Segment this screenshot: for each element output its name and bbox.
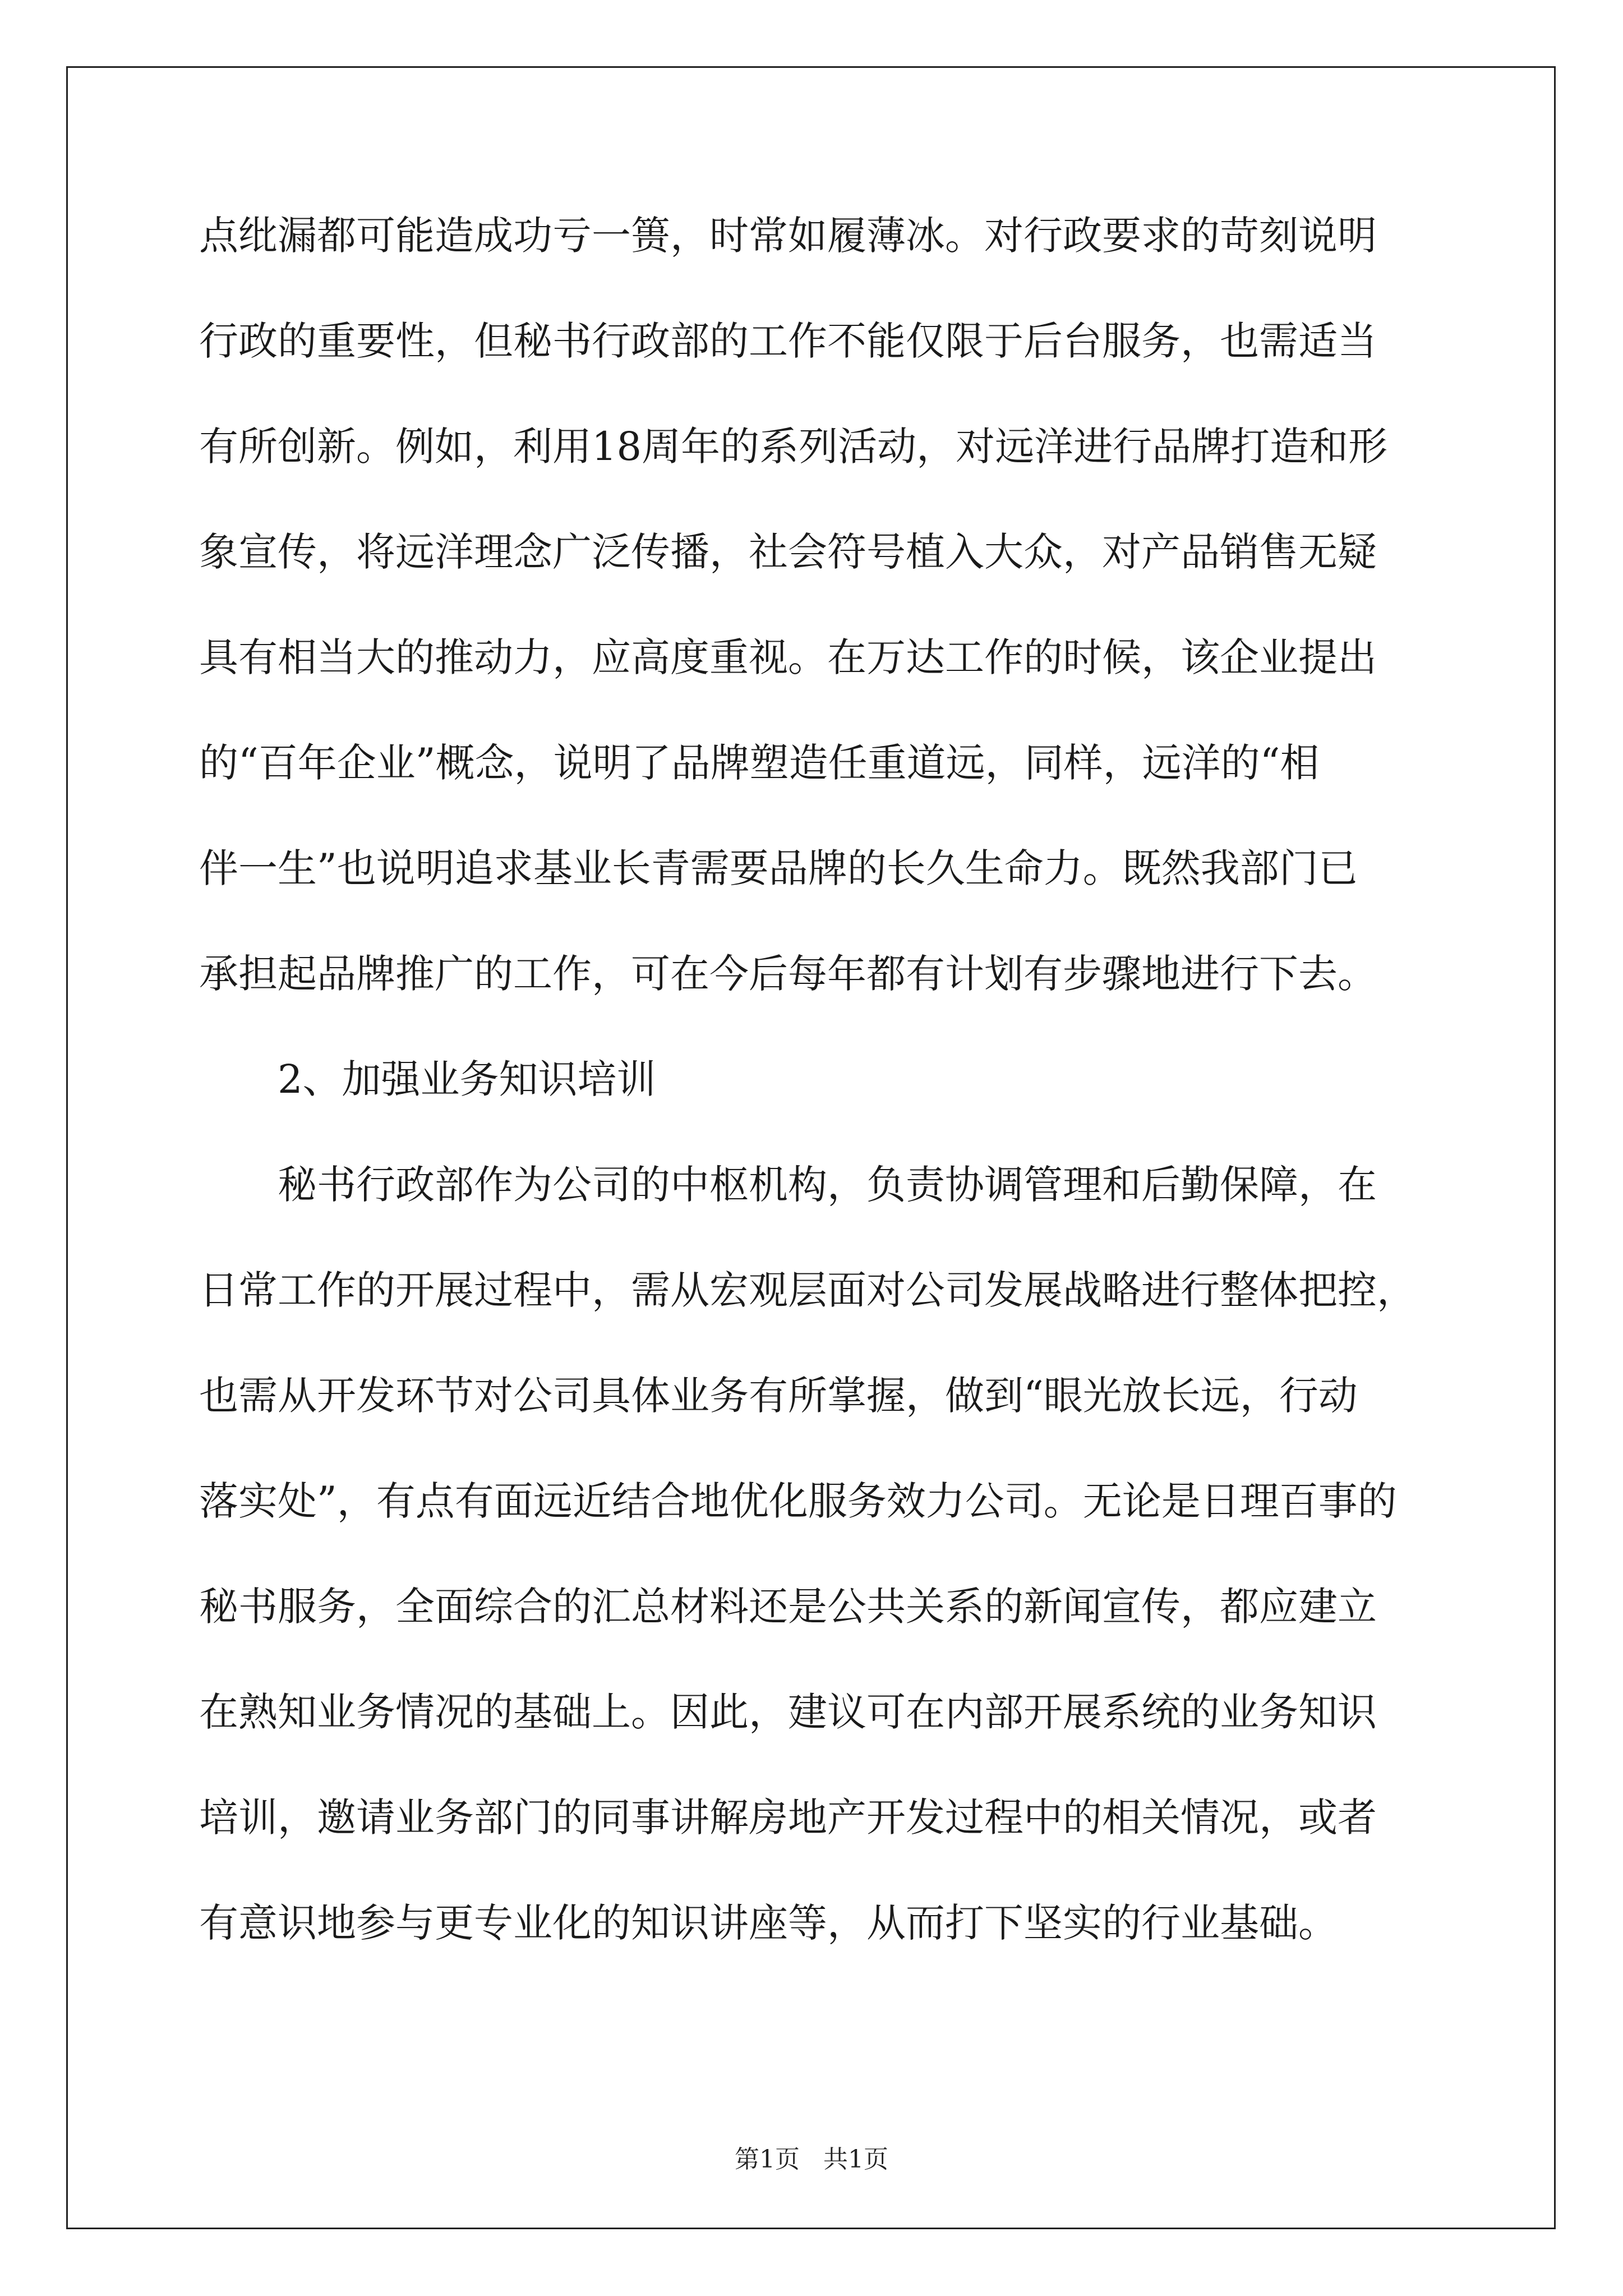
page-total: 共1页: [823, 2145, 888, 2174]
body-line: 有所创新。例如，利用18周年的系列活动，对远洋进行品牌打造和形: [199, 424, 1388, 470]
body-line: 有意识地参与更专业化的知识讲座等，从而打下坚实的行业基础。: [199, 1900, 1338, 1946]
body-line: 的“百年企业”概念，说明了品牌塑造任重道远，同样，远洋的“相: [199, 740, 1320, 786]
body-line: 也需从开发环节对公司具体业务有所掌握，做到“眼光放长远，行动: [199, 1373, 1358, 1419]
body-line: 日常工作的开展过程中，需从宏观层面对公司发展战略进行整体把控，: [199, 1267, 1416, 1313]
body-line: 秘书服务，全面综合的汇总材料还是公共关系的新闻宣传，都应建立: [199, 1584, 1377, 1630]
body-line: 点纰漏都可能造成功亏一篑，时常如履薄冰。对行政要求的苛刻说明: [199, 213, 1377, 259]
body-line: 承担起品牌推广的工作，可在今后每年都有计划有步骤地进行下去。: [199, 951, 1377, 997]
body-line: 行政的重要性，但秘书行政部的工作不能仅限于后台服务，也需适当: [199, 318, 1377, 364]
body-line: 培训，邀请业务部门的同事讲解房地产开发过程中的相关情况，或者: [199, 1795, 1377, 1841]
body-line: 象宣传，将远洋理念广泛传播，社会符号植入大众，对产品销售无疑: [199, 529, 1377, 575]
body-line: 在熟知业务情况的基础上。因此，建议可在内部开展系统的业务知识: [199, 1689, 1377, 1735]
page-footer: [0, 2147, 1623, 2172]
section-heading: 2、加强业务知识培训: [278, 1056, 656, 1102]
body-line: 伴一生”也说明追求基业长青需要品牌的长久生命力。既然我部门已: [199, 845, 1358, 891]
body-line: 具有相当大的推动力，应高度重视。在万达工作的时候，该企业提出: [199, 634, 1377, 680]
body-line: 秘书行政部作为公司的中枢机构，负责协调管理和后勤保障，在: [278, 1162, 1377, 1208]
body-line: 落实处”，有点有面远近结合地优化服务效力公司。无论是日理百事的: [199, 1478, 1397, 1524]
page-number: 第1页: [735, 2145, 800, 2174]
